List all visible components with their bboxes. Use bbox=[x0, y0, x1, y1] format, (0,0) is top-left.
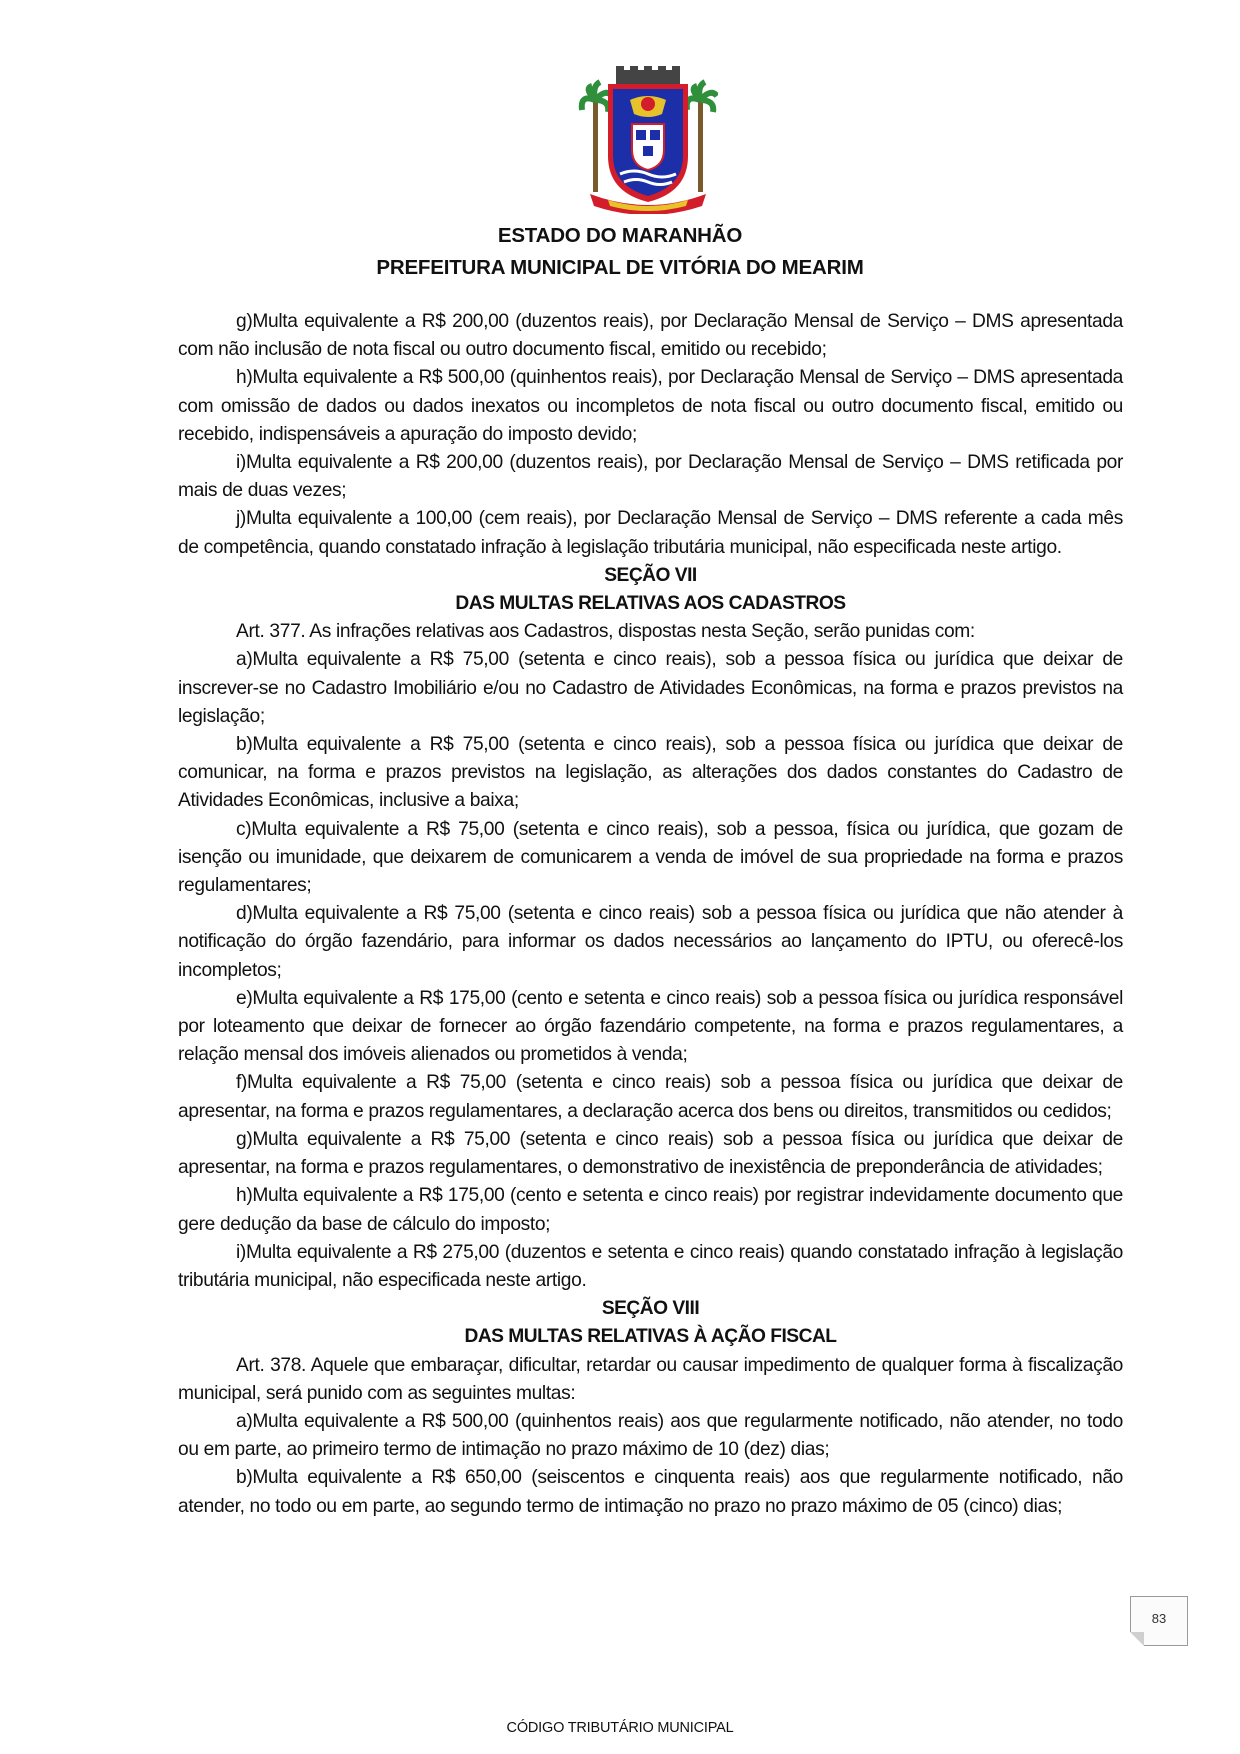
page-number: 83 bbox=[1151, 1611, 1167, 1626]
paragraph: d)Multa equivalente a R$ 75,00 (setenta e cinco reais) sob a pessoa física ou jurídica que não atender à notificação do órgão fazendário, para informar os dados necessários ao lançamento do IPTU, ou oferecê-los incompletos; bbox=[178, 903, 1123, 981]
paragraph: g)Multa equivalente a R$ 75,00 (setenta e cinco reais) sob a pessoa física ou jurídica que deixar de apresentar, na forma e prazos regulamentares, o demonstrativo de inexistência de preponderância de atividades; bbox=[178, 1128, 1123, 1179]
page-footer: CÓDIGO TRIBUTÁRIO MUNICIPAL bbox=[506, 1720, 734, 1736]
paragraph: f)Multa equivalente a R$ 75,00 (setenta e cinco reais) sob a pessoa física ou jurídica que deixar de apresentar, na forma e prazos regulamentares, a declaração acerca dos bens ou direitos, transmitidos ou cedidos; bbox=[178, 1072, 1123, 1122]
paragraph: Art. 378. Aquele que embaraçar, dificultar, retardar ou causar impedimento de qualquer forma à fiscalização municipal, será punido com as seguintes multas: bbox=[178, 1354, 1123, 1404]
document-body bbox=[178, 308, 1123, 1521]
paragraph: i)Multa equivalente a R$ 200,00 (duzentos reais), por Declaração Mensal de Serviço – DMS retificada por mais de duas vezes; bbox=[178, 452, 1123, 502]
paragraph: Art. 377. As infrações relativas aos Cadastros, dispostas nesta Seção, serão punidas com: bbox=[236, 621, 975, 643]
page-number-box bbox=[1130, 1596, 1188, 1646]
section-heading: DAS MULTAS RELATIVAS À AÇÃO FISCAL bbox=[464, 1326, 837, 1348]
section-heading: SEÇÃO VII bbox=[604, 564, 697, 586]
paragraph: j)Multa equivalente a 100,00 (cem reais), por Declaração Mensal de Serviço – DMS referente a cada mês de competência, quando constatado infração à legislação tributária municipal, não especificada neste artigo. bbox=[178, 508, 1123, 558]
paragraph: b)Multa equivalente a R$ 650,00 (seiscentos e cinquenta reais) aos que regularmente notificado, não atender, no todo ou em parte, ao segundo termo de intimação no prazo no prazo máximo de 05 (cinco) dias; bbox=[178, 1467, 1123, 1517]
paragraph: c)Multa equivalente a R$ 75,00 (setenta e cinco reais), sob a pessoa, física ou jurídica, que gozam de isenção ou imunidade, que deixarem de comunicarem a venda de imóvel de sua propriedade na forma e prazos regulamentares; bbox=[178, 818, 1123, 897]
municipal-coat-of-arms-icon bbox=[578, 66, 718, 214]
paragraph: g)Multa equivalente a R$ 200,00 (duzentos reais), por Declaração Mensal de Serviço – DMS apresentada com não inclusão de nota fiscal ou outro documento fiscal, emitido ou recebido; bbox=[178, 311, 1123, 361]
paragraph: i)Multa equivalente a R$ 275,00 (duzentos e setenta e cinco reais) quando constatado infração à legislação tributária municipal, não especificada neste artigo. bbox=[178, 1241, 1123, 1291]
paragraph: a)Multa equivalente a R$ 500,00 (quinhentos reais) aos que regularmente notificado, não atender, no todo ou em parte, ao primeiro termo de intimação no prazo máximo de 10 (dez) dias; bbox=[178, 1410, 1123, 1461]
paragraph: e)Multa equivalente a R$ 175,00 (cento e setenta e cinco reais) sob a pessoa física ou jurídica responsável por loteamento que deixar de fornecer ao órgão fazendário competente, na forma e prazos regulamentares, a relação mensal dos imóveis alienados ou prometidos à venda; bbox=[178, 987, 1123, 1066]
paragraph: h)Multa equivalente a R$ 500,00 (quinhentos reais), por Declaração Mensal de Serviço – DMS apresentada com omissão de dados ou dados inexatos ou incompletos de nota fiscal ou outro documento fiscal, emitido ou recebido, indispensáveis a apuração do imposto devido; bbox=[178, 367, 1123, 445]
page-fold-icon bbox=[1130, 1632, 1144, 1646]
section-heading: DAS MULTAS RELATIVAS AOS CADASTROS bbox=[455, 593, 846, 615]
paragraph: a)Multa equivalente a R$ 75,00 (setenta e cinco reais), sob a pessoa física ou jurídica que deixar de inscrever-se no Cadastro Imobiliário e/ou no Cadastro de Atividades Econômicas, na forma e prazos previstos na legislação; bbox=[178, 649, 1123, 727]
header-city: PREFEITURA MUNICIPAL DE VITÓRIA DO MEARIM bbox=[376, 256, 864, 279]
header-state: ESTADO DO MARANHÃO bbox=[497, 224, 743, 247]
paragraph: b)Multa equivalente a R$ 75,00 (setenta e cinco reais), sob a pessoa física ou jurídica que deixar de comunicar, na forma e prazos previstos na legislação, as alterações dos dados constantes do Cadastro de Atividades Econômicas, inclusive a baixa; bbox=[178, 734, 1123, 812]
section-heading: SEÇÃO VIII bbox=[601, 1298, 700, 1320]
paragraph: h)Multa equivalente a R$ 175,00 (cento e setenta e cinco reais) por registrar indevidamente documento que gere dedução da base de cálculo do imposto; bbox=[178, 1185, 1123, 1235]
